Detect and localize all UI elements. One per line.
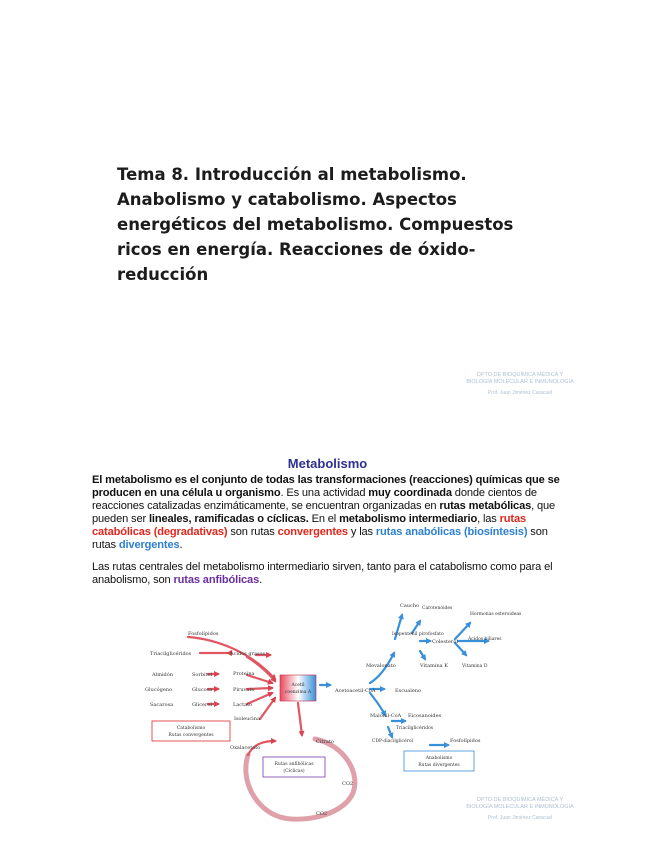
amphibolic-box [263,757,325,777]
anabolism-title: Anabolismo [425,756,453,761]
label-isoleucine: Isoleucina [234,716,260,722]
anabolism-box [404,751,474,771]
acetyl-coa-line-2: coenzima A [284,690,312,695]
text-run: , que pueden ser [92,500,556,525]
department-watermark-bottom [460,797,580,822]
divergent-text: divergentes [118,539,180,551]
label-protein: Proteína [233,671,255,677]
label-sucrose: Sacarosa [150,702,174,708]
professor-name: Prof. Juan Jiménez Caracuel [487,815,553,821]
label-citrate: Citrato [316,739,334,745]
department-watermark [450,372,590,397]
label-pyruvate: Piruvato [233,687,255,693]
text-run: . Es una actividad [280,487,369,499]
label-carotenoids: Carotenoides [422,606,453,611]
definition-text: El metabolismo es el conjunto de todas las transformaciones (reacciones) químicas que se producen en una célula u organismo [92,474,560,499]
label-glycerol: Glicerol [192,702,212,708]
acetyl-coa-line-1: Acetil [291,683,305,688]
metabolism-definition-paragraph [92,474,560,552]
text-run: Las rutas centrales del metabolismo intermediario sirven, tanto para el catabolismo como para el anabolismo, son [92,561,553,586]
label-triacylglycerols-out: Triacilglicéridos [396,726,434,731]
label-bile-acids: Ácidos biliares [468,637,502,642]
label-vitamin-k: Vitamina K [420,663,448,669]
emphasis-text: rutas metabólicas [439,500,532,512]
emphasis-text: muy coordinada [368,487,452,499]
label-mevalonate: Mevalonato [366,663,396,669]
label-fatty-acids: Ácidos grasos [230,651,266,657]
department-line-1: DPTO DE BIOQUÍMICA MÉDICA Y [476,372,564,378]
emphasis-text: lineales, ramificadas o cíclicas. [148,513,309,525]
label-oxaloacetate: Oxalacetato [230,745,261,751]
department-line-2: BIOLOGÍA MOLECULAR E INMUNOLOGÍA [466,379,574,385]
acetyl-coa-box [280,675,316,701]
label-lactate: Lactato [233,702,253,708]
text-run: son rutas [92,526,548,551]
text-run: y las [347,526,376,538]
anabolism-subtitle: Rutas divergentes [418,763,460,768]
label-cdp: CDP-diacilglicérol [372,739,413,744]
anabolic-routes-text: rutas anabólicas (biosíntesis) [375,526,528,538]
label-triacylglycerols: Triacilglicéridos [150,651,192,657]
amphibolic-routes-text: rutas anfibólicas [173,574,260,586]
label-eicosanoids: Eicosanoides [408,713,442,719]
text-run: En el [308,513,340,525]
label-glycogen: Glucógeno [145,687,173,693]
section-heading: Metabolismo [287,456,368,471]
emphasis-text: metabolismo intermediario [339,513,478,525]
catabolic-routes-text: rutas catabólicas (degradativas) [92,513,527,538]
department-line-1: DPTO DE BIOQUÍMICA MÉDICA Y [476,797,564,803]
label-vitamin-d: Vitamina D [462,664,488,669]
text-run: . [259,574,263,586]
label-sorbitol: Sorbitol [192,672,213,678]
convergent-text: convergentes [277,526,348,538]
department-line-2: BIOLOGÍA MOLECULAR E INMUNOLOGÍA [466,804,574,810]
label-isopentenyl: Isopentenil pirofosfato [392,632,444,637]
label-phospholipids-out: Fosfolípidos [450,738,481,744]
label-cholesterol: Colesterol [432,639,458,645]
label-starch: Almidón [152,672,173,678]
catabolism-subtitle: Rutas convergentes [168,733,214,738]
text-run: . [179,539,183,551]
label-co2-b: CO2 [316,811,328,817]
catabolism-title: Catabolismo [176,726,206,731]
label-fatty-acyl: Malonil-CoA [370,713,402,719]
catabolism-box [152,721,230,741]
text-run: donde cientos de reacciones catalizadas enzimáticamente, se encuentran organizadas en [92,487,537,512]
label-acetoacetyl: Acetoacetil-CoA [335,688,376,694]
amphibolic-title: Rutas anfibólicas [274,762,314,767]
professor-name: Prof. Juan Jiménez Caracuel [487,390,553,396]
label-squalene: Escualeno [395,688,422,694]
amphibolic-paragraph [92,561,560,587]
text-run: son rutas [227,526,278,538]
text-run: , las [477,513,500,525]
label-phospholipids: Fosfolípidos [188,631,219,637]
slide-title: Tema 8. Introducción al metabolismo. Anabolismo y catabolismo. Aspectos energéticos del metabolismo. Compuestos ricos en energía. Reacciones de óxido-reducción [117,165,514,284]
amphibolic-subtitle: (Cíclicas) [283,769,305,774]
label-rubber: Caucho [400,603,420,609]
label-glucose: Glucosa [192,687,213,693]
label-co2-a: CO2 [342,781,354,787]
label-steroids: Hormonas esteroideas [470,612,522,617]
